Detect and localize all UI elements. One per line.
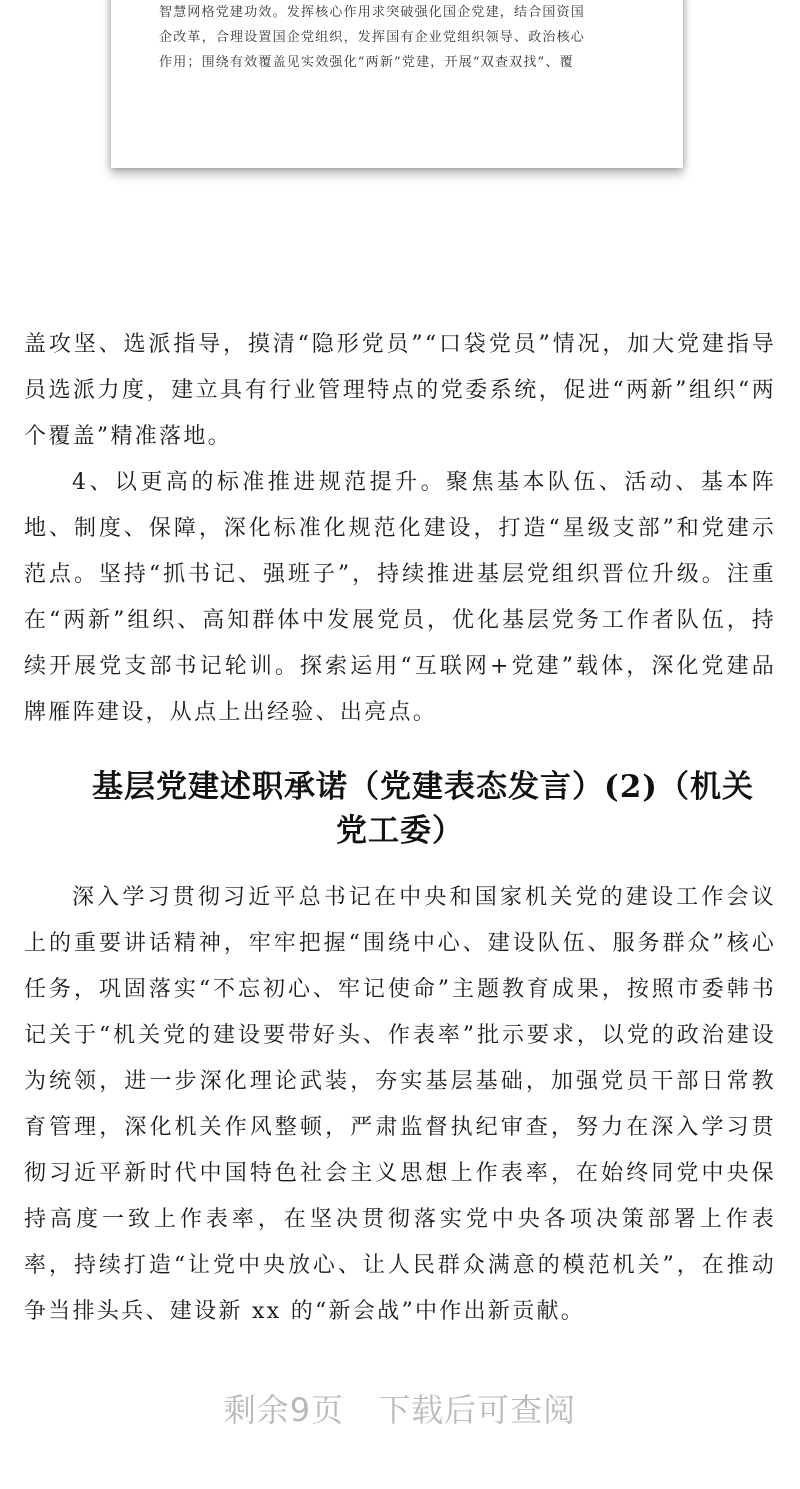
point-4-text: 4、以更高的标准推进规范提升。聚焦基本队伍、活动、基本阵地、制度、保障，深化标准化规范化建设，打造“星级支部”和党建示范点。坚持“抓书记、强班子”，持续推进基层党组织晋位升级。注重在“两新”组织、高知群体中发展党员，优化基层党务工作者队伍，持续开展党支部书记轮训。探索运用“互联网+党建”载体，深化党建品牌雁阵建设，从点上出经验、出亮点。 — [24, 470, 776, 725]
preview-line: 作用；围绕有效覆盖见实效强化“两新”党建，开展“双查双找”、覆 — [159, 55, 574, 70]
point-4-paragraph — [24, 460, 776, 736]
section-body-text: 深入学习贯彻习近平总书记在中央和国家机关党的建设工作会议上的重要讲话精神，牢牢把握“围绕中心、建设队伍、服务群众”核心任务，巩固落实“不忘初心、牢记使命”主题教育成果，按照市委韩书记关于“机关党的建设要带好头、作表率”批示要求，以党的政治建设为统领，进一步深化理论武装，夯实基层基础，加强党员干部日常教育管理，深化机关作风整顿，严肃监督执纪审查，努力在深入学习贯彻习近平新时代中国特色社会主义思想上作表率，在始终同党中央保持高度一致上作表率，在坚决贯彻落实党中央各项决策部署上作表率，持续打造“让党中央放心、让人民群众满意的模范机关”，在推动争当排头兵、建设新 xx 的“新会战”中作出新贡献。 — [24, 885, 776, 1324]
preview-line: 智慧网格党建功效。发挥核心作用求突破强化国企党建，结合国资国 — [159, 5, 586, 20]
continuation-text: 盖攻坚、选派指导，摸清“隐形党员”“口袋党员”情况，加大党建指导员选派力度，建立具有行业管理特点的党委系统，促进“两新”组织“两个覆盖”精准落地。 — [24, 332, 776, 449]
section-body-paragraph — [24, 875, 776, 1335]
page-preview-card — [111, 0, 683, 168]
preview-text — [159, 0, 643, 75]
continuation-paragraph — [24, 322, 776, 460]
section-heading-line-2: 党工委） — [336, 813, 464, 849]
section-heading — [24, 765, 776, 853]
remaining-pages-label: 剩余9页 — [223, 1391, 345, 1429]
download-action-label[interactable]: 下载后可查阅 — [378, 1391, 577, 1429]
section-heading-line-1: 基层党建述职承诺（党建表态发言）(2)（机关 — [92, 769, 754, 805]
preview-line: 企改革，合理设置国企党组织，发挥国有企业党组织领导、政治核心 — [159, 30, 586, 45]
download-to-read-notice[interactable] — [0, 1385, 800, 1431]
